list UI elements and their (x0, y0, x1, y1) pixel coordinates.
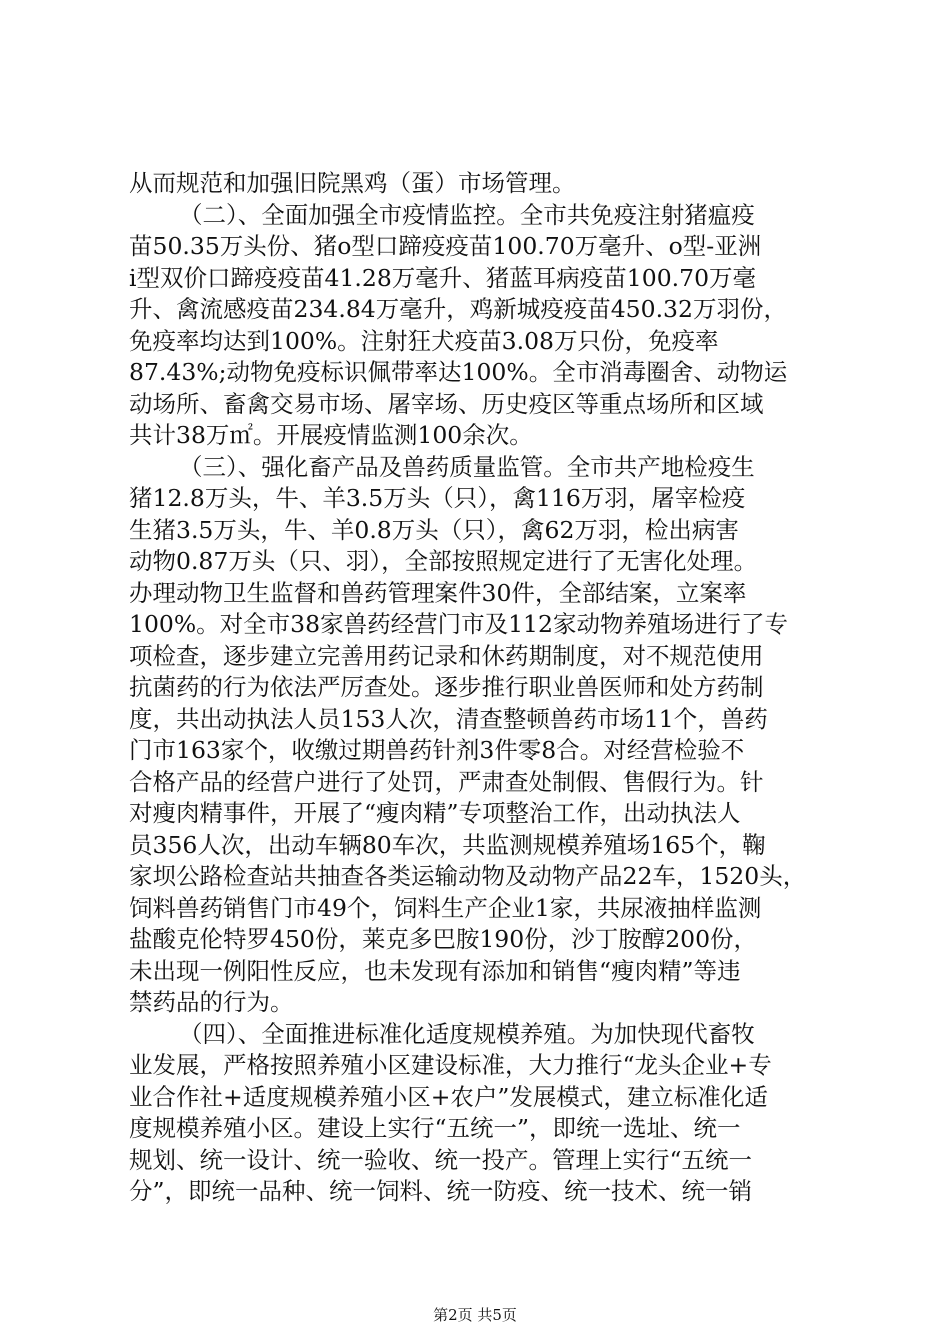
text-line: 禁药品的行为。 (129, 988, 294, 1016)
text-line: 饲料兽药销售门市49个，饲料生产企业1家，共尿液抽样监测 (129, 893, 762, 922)
text-line: 对瘦肉精事件，开展了“瘦肉精”专项整治工作，出动执法人 (129, 799, 741, 827)
text-line: 动场所、畜禽交易市场、屠宰场、历史疫区等重点场所和区域 (129, 389, 764, 418)
text-line: 共计38万㎡。开展疫情监测100余次。 (129, 421, 533, 449)
text-line: 87.43%;动物免疫标识佩带率达100%。全市消毒圈舍、动物运 (129, 358, 788, 386)
page-footer: 第2页 共5页 (433, 1306, 517, 1324)
text-line: 未出现一例阳性反应，也未发现有添加和销售“瘦肉精”等违 (129, 956, 741, 985)
text-line: 项检查，逐步建立完善用药记录和休药期制度，对不规范使用 (129, 641, 764, 670)
text-line: 规划、统一设计、统一验收、统一投产。管理上实行“五统一 (129, 1145, 753, 1174)
text-line: 升、禽流感疫苗234.84万毫升，鸡新城疫疫苗450.32万羽份， (129, 295, 787, 323)
text-line: 业合作社+适度规模养殖小区+农户”发展模式，建立标准化适 (129, 1082, 768, 1111)
text-line: 苗50.35万头份、猪o型口蹄疫疫苗100.70万毫升、o型-亚洲 (129, 232, 762, 260)
text-line: 家坝公路检查站共抽查各类运输动物及动物产品22车，1520头， (129, 862, 807, 890)
text-line: 合格产品的经营户进行了处罚，严肃查处制假、售假行为。针 (129, 767, 764, 796)
text-line: （四）、全面推进标准化适度规模养殖。为加快现代畜牧 (179, 1019, 755, 1048)
text-line: （三）、强化畜产品及兽药质量监管。全市共产地检疫生 (179, 452, 755, 481)
text-line: 从而规范和加强旧院黑鸡（蛋）市场管理。 (129, 169, 576, 197)
text-line: 度规模养殖小区。建设上实行“五统一”，即统一选址、统一 (129, 1114, 741, 1142)
text-line: 免疫率均达到100%。注射狂犬疫苗3.08万只份，免疫率 (129, 326, 719, 355)
text-line: 猪12.8万头，牛、羊3.5万头（只），禽116万羽，屠宰检疫 (129, 484, 746, 512)
text-line: 业发展，严格按照养殖小区建设标准，大力推行“龙头企业+专 (129, 1051, 772, 1079)
text-line: 100%。对全市38家兽药经营门市及112家动物养殖场进行了专 (129, 610, 788, 638)
text-line: i型双价口蹄疫疫苗41.28万毫升、猪蓝耳病疫苗100.70万毫 (129, 263, 757, 292)
text-line: （二）、全面加强全市疫情监控。全市共免疫注射猪瘟疫 (179, 200, 755, 229)
text-line: 盐酸克伦特罗450份，莱克多巴胺190份，沙丁胺醇200份， (129, 925, 758, 953)
text-line: 门市163家个，收缴过期兽药针剂3件零8合。对经营检验不 (129, 736, 745, 764)
text-line: 办理动物卫生监督和兽药管理案件30件，全部结案，立案率 (129, 578, 747, 607)
text-line: 抗菌药的行为依法严厉查处。逐步推行职业兽医师和处方药制 (129, 673, 764, 701)
document-body (129, 168, 829, 1208)
text-line: 员356人次，出动车辆80车次，共监测规模养殖场165个，鞠 (129, 830, 766, 859)
text-line: 动物0.87万头（只、羽），全部按照规定进行了无害化处理。 (129, 547, 758, 575)
text-line: 分”，即统一品种、统一饲料、统一防疫、统一技术、统一销 (129, 1177, 753, 1205)
text-line: 度，共出动执法人员153人次，清查整顿兽药市场11个，兽药 (129, 704, 768, 733)
text-line: 生猪3.5万头，牛、羊0.8万头（只），禽62万羽，检出病害 (129, 515, 739, 544)
